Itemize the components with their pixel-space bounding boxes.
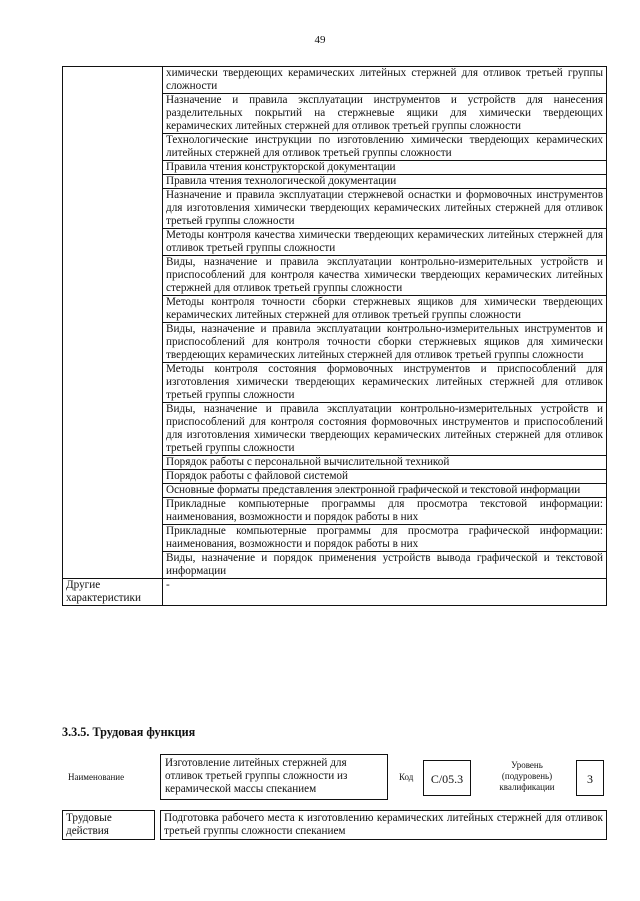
code-label: Код (399, 772, 414, 782)
knowledge-item: Виды, назначение и порядок применения устройств вывода графической и текстовой информации (163, 552, 607, 579)
name-label: Наименование (68, 772, 125, 782)
function-name-box: Изготовление литейных стержней для отливок третьей группы сложности из керамической массы спеканием (160, 754, 388, 800)
knowledge-item: Назначение и правила эксплуатации инструментов и устройств для нанесения разделительных покрытий на стержневые ящики для химически твердеющих керамических литейных стержней для отливок третьей группы сложности (163, 94, 607, 134)
other-characteristics-value: - (163, 579, 607, 606)
page-number: 49 (314, 34, 326, 46)
table-row (63, 67, 607, 94)
knowledge-item: Виды, назначение и правила эксплуатации контрольно-измерительных устройств и приспособлений для контроля состояния формовочных инструментов и приспособлений для изготовления химически твердеющих керамических литейных стержней для отливок третьей группы сложности (163, 403, 607, 456)
actions-label: Трудовые действия (63, 811, 155, 840)
knowledge-item: химически твердеющих керамических литейных стержней для отливок третьей группы сложности (163, 67, 607, 94)
knowledge-item: Прикладные компьютерные программы для просмотра графической информации: наименования, возможности и порядок работы в них (163, 525, 607, 552)
section-title: 3.3.5. Трудовая функция (62, 725, 196, 739)
knowledge-item: Порядок работы с файловой системой (163, 470, 607, 484)
table-row (63, 811, 607, 840)
level-label: Уровень (подуровень) квалификации (499, 760, 555, 792)
table-row (63, 579, 607, 606)
knowledge-item: Назначение и правила эксплуатации стержневой оснастки и формовочных инструментов для изготовления химически твердеющих керамических литейных стержней для отливок третьей группы сложности (163, 189, 607, 229)
knowledge-item: Порядок работы с персональной вычислительной техникой (163, 456, 607, 470)
actions-table (62, 810, 607, 840)
knowledge-item: Технологические инструкции по изготовлению химически твердеющих керамических литейных стержней для отливок третьей группы сложности (163, 134, 607, 161)
action-item: Подготовка рабочего места к изготовлению керамических литейных стержней для отливок третьей группы сложности спеканием (161, 811, 607, 840)
knowledge-item: Прикладные компьютерные программы для просмотра текстовой информации: наименования, возможности и порядок работы в них (163, 498, 607, 525)
knowledge-item: Правила чтения конструкторской документации (163, 161, 607, 175)
function-code-box: C/05.3 (423, 760, 471, 796)
knowledge-item: Правила чтения технологической документации (163, 175, 607, 189)
knowledge-table (62, 66, 607, 606)
knowledge-item: Основные форматы представления электронной графической и текстовой информации (163, 484, 607, 498)
knowledge-item: Методы контроля точности сборки стержневых ящиков для химически твердеющих керамических литейных стержней для отливок третьей группы сложности (163, 296, 607, 323)
knowledge-label-cell (63, 67, 163, 579)
knowledge-item: Виды, назначение и правила эксплуатации контрольно-измерительных устройств и приспособлений для контроля качества химически твердеющих керамических литейных стержней для отливок третьей группы сложности (163, 256, 607, 296)
other-characteristics-label: Другие характеристики (63, 579, 163, 606)
knowledge-item: Методы контроля качества химически твердеющих керамических литейных стержней для отливок третьей группы сложности (163, 229, 607, 256)
knowledge-item: Виды, назначение и правила эксплуатации контрольно-измерительных инструментов и приспособлений для контроля точности сборки стержневых ящиков для химически твердеющих керамических литейных стержней для отливок третьей группы сложности (163, 323, 607, 363)
qualification-level-box: 3 (576, 760, 604, 796)
knowledge-item: Методы контроля состояния формовочных инструментов и приспособлений для изготовления химически твердеющих керамических литейных стержней для отливок третьей группы сложности (163, 363, 607, 403)
